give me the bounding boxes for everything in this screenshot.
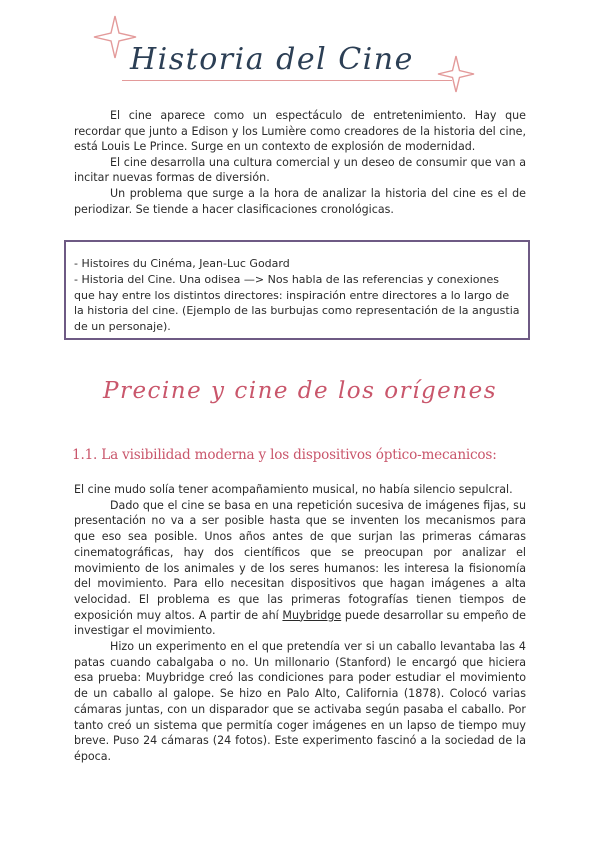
reference-line: - Histoires du Cinéma, Jean-Luc Godard [74,257,290,270]
body-text-span: Dado que el cine se basa en una repetición sucesiva de imágenes fijas, su presentación no va a ser posible hasta que se inventen los mecanismos para que eso sea posible. Unos años antes de que surjan las primeras cámaras cinematográficas, hay dos científicos que se preocupan por analizar el movimiento de los animales y de los seres humanos: les interesa la fisionomía del movimiento. Para ello necesitan dispositivos que hagan imágenes a alta velocidad. El problema es que las primeras fotografías tienen tiempos de exposición muy altos. A partir de ahí [74,498,526,622]
body-text-span: puede desarrollar su empeño de investigar el movimiento. [74,608,526,638]
body-paragraph [74,498,526,639]
body-paragraph: El cine mudo solía tener acompañamiento musical, no había silencio sepulcral. [74,483,513,496]
intro-paragraph: El cine desarrolla una cultura comercial y un deseo de consumir que van a incitar nuevas formas de diversión. [74,155,526,185]
body-paragraph: Hizo un experimento en el que pretendía ver si un caballo levantaba las 4 patas cuando cabalgaba o no. Un millonario (Stanford) le encargó que hiciera esa prueba: Muybridge creó las condiciones para poder estudiar el movimiento de un caballo al galope. Se hizo en Palo Alto, California (1878). Colocó varias cámaras juntas, con un disparador que se activaba según pasaba el caballo. Por tanto creó un sistema que permitía coger imágenes en un lapso de tiempo muy breve. Puso 24 cámaras (24 fotos). Este experimento fascinó a la sociedad de la época. [74,640,526,763]
subsection-title: 1.1. La visibilidad moderna y los dispositivos óptico-mecanicos: [72,447,497,463]
page-title: Historia del Cine [130,42,414,77]
section-title: Precine y cine de los orígenes [102,378,498,404]
title-header [92,14,492,96]
muybridge-underlined: Muybridge [282,608,342,622]
intro-paragraph: Un problema que surge a la hora de analizar la historia del cine es el de periodizar. Se tiende a hacer clasificaciones cronológicas. [74,186,526,216]
body-text [74,482,526,765]
reference-line: - Historia del Cine. Una odisea —> Nos habla de las referencias y conexiones que hay entre los distintos directores: inspiración entre directores a lo largo de la historia del cine. (Ejemplo de las burbujas como representación de la angustia de un personaje). [74,272,520,334]
references-box [64,240,530,340]
intro-paragraph: El cine aparece como un espectáculo de entretenimiento. Hay que recordar que junto a Edison y los Lumière como creadores de la historia del cine, está Louis Le Prince. Surge en un contexto de explosión de modernidad. [74,109,526,154]
intro-text [74,108,526,217]
sparkle-star-icon [436,54,476,94]
title-underline [122,80,452,81]
